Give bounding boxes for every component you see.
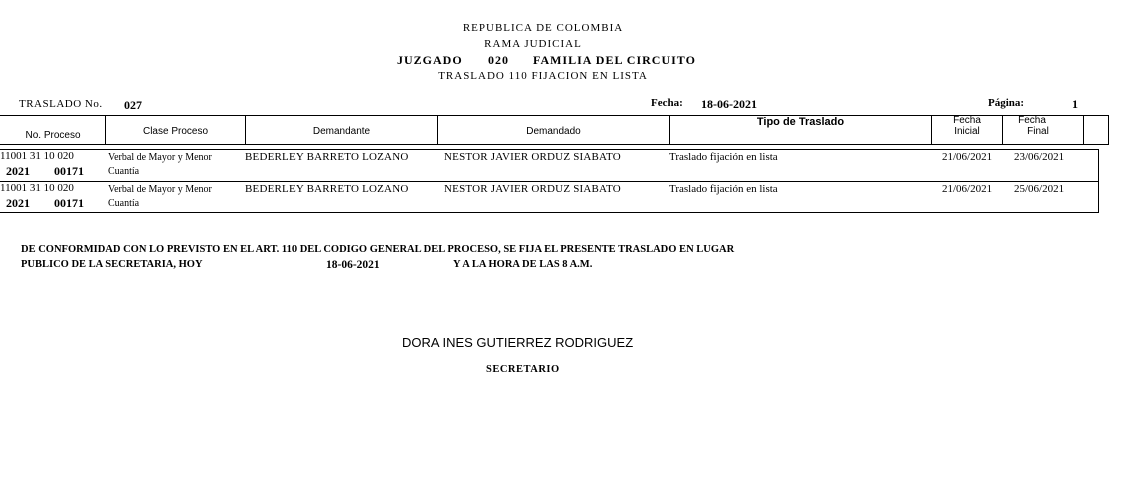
fecha-inicial: 21/06/2021	[942, 183, 993, 195]
juzgado-number: 020	[488, 53, 509, 67]
pagina-value: 1	[1072, 97, 1078, 111]
demandado: NESTOR JAVIER ORDUZ SIABATO	[444, 183, 621, 195]
signature-name: DORA INES GUTIERREZ RODRIGUEZ	[402, 335, 634, 350]
header-traslado-type: TRASLADO 110 FIJACION EN LISTA	[438, 70, 648, 82]
tipo-traslado: Traslado fijación en lista	[669, 183, 778, 195]
proceso-year: 2021	[6, 164, 30, 178]
demandado: NESTOR JAVIER ORDUZ SIABATO	[444, 151, 621, 163]
header-cell-spacer	[1083, 115, 1109, 145]
pagina-label: Página:	[988, 97, 1025, 109]
header-fecha-inicial-2: Inicial	[954, 126, 980, 137]
header-fecha-inicial-1: Fecha	[953, 115, 981, 126]
fecha-label: Fecha:	[651, 97, 683, 109]
demandante: BEDERLEY BARRETO LOZANO	[245, 183, 409, 195]
tipo-traslado: Traslado fijación en lista	[669, 151, 778, 163]
header-country: REPUBLICA DE COLOMBIA	[462, 22, 624, 34]
header-branch: RAMA JUDICIAL	[484, 38, 582, 50]
juzgado-name: FAMILIA DEL CIRCUITO	[533, 53, 696, 67]
notice-line-1: DE CONFORMIDAD CON LO PREVISTO EN EL ART. 110 DEL CODIGO GENERAL DEL PROCESO, SE FIJA EL PRESENTE TRASLADO EN LUGAR	[21, 244, 735, 255]
notice-date: 18-06-2021	[326, 259, 380, 271]
clase-proceso: Verbal de Mayor y Menor	[108, 184, 212, 195]
proceso-code: 11001 31 10 020	[0, 150, 74, 162]
header-tipo-traslado: Tipo de Traslado	[756, 116, 845, 128]
proceso-code: 11001 31 10 020	[0, 182, 74, 194]
header-fecha-final-2: Final	[1027, 126, 1049, 137]
header-no-proceso: No. Proceso	[25, 130, 81, 141]
clase-proceso-cuantia: Cuantía	[108, 198, 140, 209]
clase-proceso-cuantia: Cuantía	[108, 166, 140, 177]
fecha-final: 25/06/2021	[1014, 183, 1065, 195]
clase-proceso: Verbal de Mayor y Menor	[108, 152, 212, 163]
juzgado-label: JUZGADO	[397, 53, 463, 67]
header-demandado: Demandado	[526, 126, 581, 137]
header-clase-proceso: Clase Proceso	[142, 126, 209, 137]
fecha-inicial: 21/06/2021	[942, 151, 993, 163]
header-demandante: Demandante	[312, 126, 371, 137]
fecha-final: 23/06/2021	[1014, 151, 1065, 163]
proceso-number: 00171	[54, 196, 84, 210]
notice-line-2: PUBLICO DE LA SECRETARIA, HOY	[21, 259, 203, 270]
fecha-value: 18-06-2021	[701, 97, 757, 111]
signature-role: SECRETARIO	[486, 364, 560, 375]
proceso-number: 00171	[54, 164, 84, 178]
traslado-label: TRASLADO No.	[19, 98, 103, 110]
proceso-year: 2021	[6, 196, 30, 210]
notice-hour: Y A LA HORA DE LAS 8 A.M.	[453, 259, 593, 270]
row-divider	[0, 181, 1098, 182]
traslado-value: 027	[124, 98, 142, 112]
header-fecha-final-1: Fecha	[1018, 115, 1046, 126]
demandante: BEDERLEY BARRETO LOZANO	[245, 151, 409, 163]
